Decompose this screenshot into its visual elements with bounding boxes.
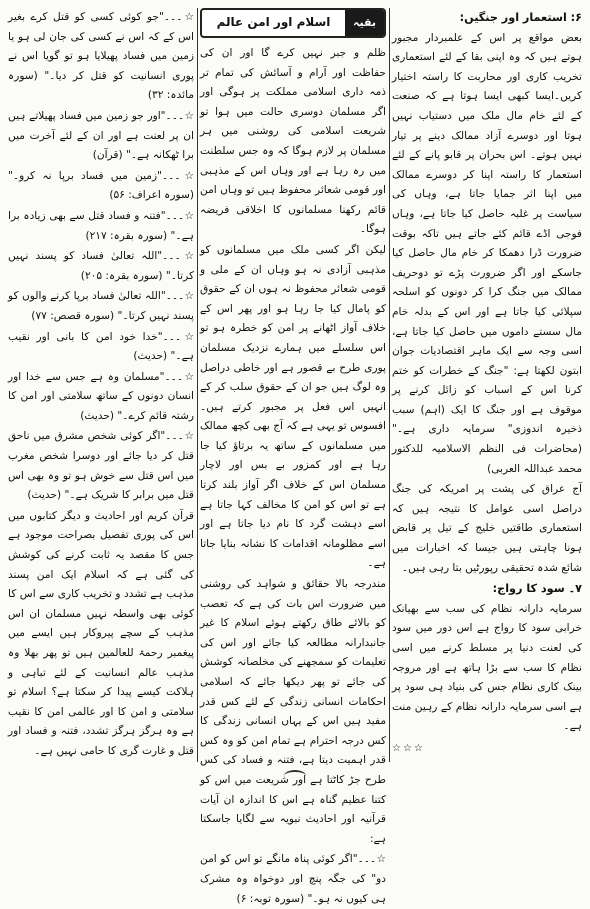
quote: ☆۔۔۔"اگر کوئی شخص مشرق میں ناحق قتل کر دیا جائے اور دوسرا شخص مغرب میں اس قتل سے خوش ہو تو وہ بھی اس قتل میں برابر کا شریک ہے۔" (حدیث) (8, 430, 194, 502)
left-column (8, 8, 194, 760)
continued-badge: بقیہ (345, 10, 384, 36)
column-divider-right (389, 8, 390, 762)
quote: ☆۔۔۔"خدا خود امن کا بانی اور نقیب ہے۔" (حدیث) (8, 330, 194, 363)
section-heading-interest: ۷۔ سود کا رواج: (492, 582, 582, 596)
paragraph: بعض مواقع پر اس کے علمبردار مجبور ہوتے ہیں کہ وہ اپنی بقا کے لئے استعماری تخریب کاری اور محاربت کا راستہ اختیار کریں۔ایسا کبھی ایسا ہوتا ہے کہ صنعت کے لئے خام مال ملک میں دستیاب نہیں ہوتا اور دوسرے آزاد ممالک دینے پر تیار نہیں ہوتے۔ اس بحران پر قابو پانے کے لئے استعمار کا راستہ اپنا کر دوسرے ممالک میں اپنا اثر جمایا جاتا ہے، وہاں کی سیاست پر غلبہ حاصل کیا جاتا ہے، وہاں فوجی اڈے قائم کئے جاتے ہیں تاکہ بوقت ضرورت ڈرا دھمکا کر خام مال حاصل کیا جاسکے اور اگر ضرورت پڑے تو دوحریف ممالک میں جنگ کرا کر دونوں کو اسلحہ سپلائی کیا جاتا ہے اور اس کے بدلہ خام مال سستے داموں میں حاصل کیا جاتا ہے، اسی وجہ سے ایک ماہر اقتصادیات جوان ابتون لکھتا ہے: "جنگ کے خطرات کو ختم کرنا اس کے اسباب کو زائل کرنے پر موقوف ہے اور جنگ کا ایک (اہم) سبب ذخیرہ اندوزی" سرمایہ داری ہے۔" (محاضرات فی النظم الاسلامیہ للدکتور محمد عبداللہ العربی) (392, 31, 582, 475)
page-footer-ornament (284, 770, 306, 782)
paragraph: مندرجہ بالا حقائق و شواہد کی روشنی میں ضرورت اس بات کی ہے کہ تعصب کو بالائے طاق رکھتے ہوئے اسلام کا غیر جانبدارانہ مطالعہ کیا جائے اور اس کی تعلیمات کو سمجھنے کی مخلصانہ کوشش کی جائے تو پھر دیکھا جائے کہ اسلامی احکامات انسانی زندگی کے لئے کس قدر مفید ہیں اس کے یہاں انسانی زندگی کا کس درجہ احترام ہے تمام امن کو وہ کس قدر اہمیت دیتا ہے، فتنہ و فساد کی کس طرح جڑ کاٹتا ہے اور شریعت میں اس کو کتنا عظیم گناہ ہے اس کا اندازہ ان آیات قرآنیہ اور احادیث نبویہ سے لگایا جاسکتا ہے: (200, 578, 386, 845)
paragraph: لیکن اگر کسی ملک میں مسلمانوں کو مذہبی آزادی نہ ہو وہاں ان کے ملی و قومی شعائر محفوظ نہ ہوں ان کے حقوق کو پامال کیا جا رہا ہو اور پھر اس کے خلاف آواز اٹھانے پر امن کو خطرہ ہو تو اس سلسلے میں ہمارے نزدیک مسلمان پوری طرح بے قصور ہے اور خاطی دراصل وہ لوگ ہیں جو ان کے حقوق سلب کر کے انہیں اس فعل پر مجبور کرتے ہیں۔ افسوس تو یہی ہے کہ آج بھی کچھ ممالک میں مسلمانوں کے ساتھ یہ برتاؤ کیا جا رہا ہے اور کمزور بے بس اور لاچار مسلمان اس کے خلاف اگر آواز بلند کرتا ہے تو اس کو امن کا مخالف کہا جاتا ہے اسے دہشت گرد کا نام دیا جاتا ہے اور اسے مظلومانہ اقدامات کا نشانہ بنایا جاتا ہے۔ (200, 243, 386, 570)
article-title: اسلام اور امن عالم (216, 15, 331, 30)
quote: ☆۔۔۔"اگر کوئی پناہ مانگے تو اس کو امن دو" کی جگہ پنچ اور دوخواہ وہ مشرک ہی کیوں نہ ہو۔" (سورہ توبہ: ۶) (200, 853, 386, 905)
section-heading-colonialism: ۶: استعمار اور جنگیں: (459, 11, 582, 24)
paragraph: قرآن کریم اور احادیث و دیگر کتابوں میں اس کی پوری تفصیل بصراحت موجود ہے جس کا مقصد یہ ثابت کرنے کی کوشش کی گئی ہے کہ اسلام ایک امن پسند مذہب ہے تشدد و تخریب کاری سے اس کا کوئی بھی واسطہ نہیں مسلمان ان اس مذہب کے سچے پیروکار ہیں ایسے میں پیغمبر رحمۃ للعالمین ہیں تو پھر بھلا وہ مذہب عالم انسانیت کے لئے تباہی و ہلاکت کیسے پیدا کر سکتا ہے؟ اسلام تو سلامتی و امن کا اور عالمی امن کا نقیب ہے وہ ہرگز ہرگز تشدد، فتنہ و فساد اور قتل و غارت گری کا حامی نہیں ہے۔ (8, 509, 194, 757)
quote: ☆۔۔۔"زمین میں فساد برپا نہ کرو۔" (سورہ اعراف: ۵۶) (8, 169, 194, 202)
paragraph: سرمایہ دارانہ نظام کی سب سے بھیانک خرابی سود کا رواج ہے اس دور میں سود کی لعنت دنیا پر مسلط کرنے میں اسی نظام کا سب سے بڑا ہاتھ ہے اور مروجہ بینک کاری نظام جس کی بنیاد ہی سود پر ہے اسی سرمایہ دارانہ نظام کے رہین منت ہے۔ (392, 602, 582, 733)
right-column (392, 8, 582, 760)
quote: ☆۔۔۔"فتنہ و فساد قتل سے بھی زیادہ برا ہے۔" (سورہ بقرہ: ۲۱۷) (8, 209, 194, 242)
quote: ☆۔۔۔"اللہ تعالیٰ فساد برپا کرنے والوں کو پسند نہیں کرتا۔" (سورہ قصص: ۷۷) (8, 290, 194, 322)
paragraph: آج عراق کی پشت پر امریکہ کی جنگ دراصل اسی عوامل کا نتیجہ ہیں کہ استعماری طاقتیں خلیج کے تیل پر قابض ہونا چاہتی ہیں جیسا کہ اخبارات میں شائع شدہ تحقیقی رپورٹیں بتا رہی ہیں۔ (392, 483, 582, 574)
column-divider-left (197, 8, 198, 762)
middle-column (200, 8, 386, 905)
quote: ☆۔۔۔"اور جو زمین میں فساد پھیلاتے ہیں ان پر لعنت ہے اور ان کے لئے آخرت میں برا ٹھکانہ ہے۔" (قرآن) (8, 109, 194, 162)
paragraph: ظلم و جبر نہیں کرے گا اور ان کی حفاظت اور آرام و آسائش کی تمام تر ذمہ داری اسلامی مملکت پر ہوگی اور اگر مسلمان دوسری حالت میں ہوا تو شریعت اسلامی کی روشنی میں ہر مسلمان پر لازم ہوگا کہ وہ جس سلطنت میں رہ رہا ہے اور وہاں اس کے مذہبی اور قومی شعائر محفوظ ہیں تو وہاں امن قائم رکھنا مسلمانوں کا اخلاقی فریضہ ہوگا۔ (200, 47, 386, 236)
section-end-stars: ☆☆☆ (392, 742, 425, 754)
quote: ☆۔۔۔"مسلمان وہ ہے جس سے خدا اور انسان دونوں کے ساتھ سلامتی اور امن کا رشتہ قائم کرے۔" (حدیث) (8, 370, 194, 422)
article-banner (200, 8, 386, 38)
quote: ☆۔۔۔"جو کوئی کسی کو قتل کرے بغیر اس کے کہ اس نے کسی کی جان لی ہو یا زمین میں فساد پھیلایا ہو تو گویا اس نے پوری انسانیت کو قتل کر دیا۔" (سورہ مائدہ: ۳۲) (8, 11, 194, 102)
quote: ☆۔۔۔"اللہ تعالیٰ فساد کو پسند نہیں کرتا۔" (سورہ بقرہ: ۲۰۵) (8, 250, 194, 282)
